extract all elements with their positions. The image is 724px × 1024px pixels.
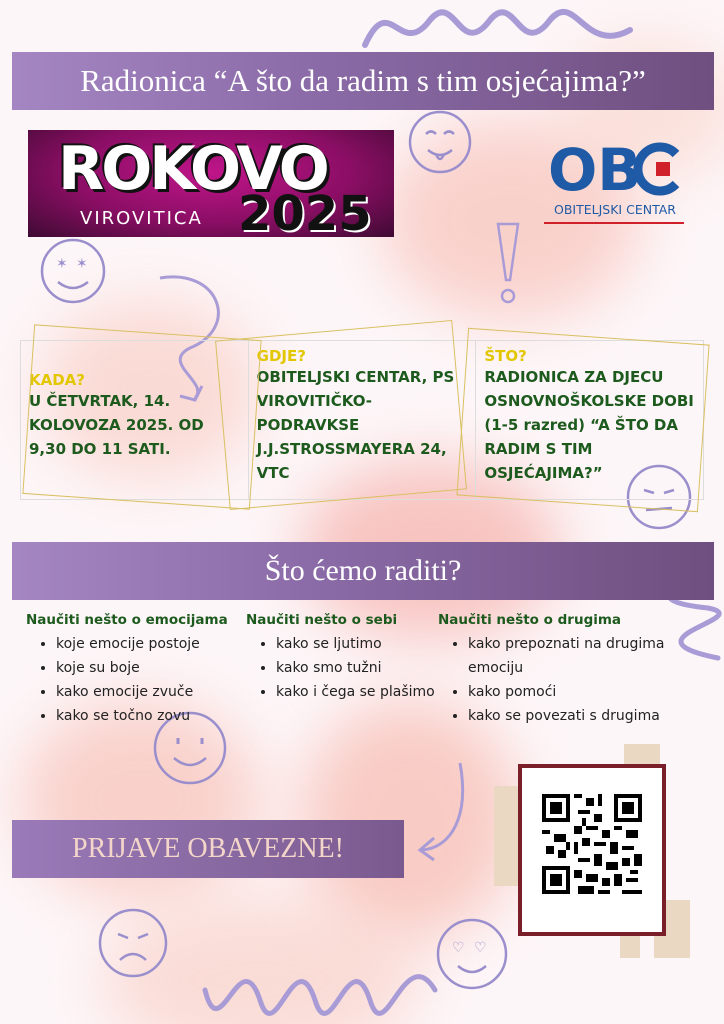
- column-heading: Naučiti nešto o sebi: [246, 612, 398, 628]
- column-emotions: [26, 612, 246, 728]
- obc-logo-mark: [548, 138, 682, 198]
- section-banner: [12, 542, 714, 600]
- column-heading: Naučiti nešto o emocijama: [26, 612, 228, 628]
- svg-text:✶: ✶: [76, 256, 88, 272]
- register-label: PRIJAVE OBAVEZNE!: [72, 833, 344, 864]
- obc-logo-name: OBITELJSKI CENTAR: [554, 202, 676, 217]
- heart-eyes-smiley-icon: [434, 916, 510, 992]
- column-list: [26, 632, 246, 728]
- svg-text:OB: OB: [548, 138, 642, 198]
- list-item: • kako i čega se plašimo: [276, 680, 438, 704]
- list-item: • kako emocije zvuče: [56, 680, 246, 704]
- title-banner: [12, 52, 714, 110]
- info-when-text: U ČETVRTAK, 14. KOLOVOZA 2025. OD 9,30 DO 11 SATI.: [29, 392, 204, 458]
- column-self: [246, 612, 438, 728]
- list-item: • kako pomoći: [468, 680, 688, 704]
- list-item: • kako se ljutimo: [276, 632, 438, 656]
- list-item: • kako se točno zovu: [56, 704, 246, 728]
- sad-smiley-icon: [96, 906, 170, 980]
- info-what-label: ŠTO?: [484, 347, 527, 365]
- list-item: • koje emocije postoje: [56, 632, 246, 656]
- column-others: [438, 612, 688, 728]
- list-item: • kako se povezati s drugima: [468, 704, 688, 728]
- section-title: Što ćemo raditi?: [264, 554, 462, 587]
- svg-text:♡: ♡: [474, 940, 487, 956]
- obc-logo: [540, 138, 690, 228]
- exclamation-doodle: [488, 218, 528, 308]
- info-when-label: KADA?: [29, 371, 85, 389]
- qr-code-card[interactable]: [518, 764, 666, 936]
- rokovo-logo-city: VIROVITICA: [80, 208, 203, 229]
- register-banner: [12, 820, 404, 878]
- list-item: • koje su boje: [56, 656, 246, 680]
- info-where-text: OBITELJSKI CENTAR, PS VIROVITIČKO-PODRAVKSE J.J.STROSSMAYERA 24, VTC: [256, 368, 455, 482]
- info-where-label: GDJE?: [256, 347, 306, 365]
- svg-text:✶: ✶: [56, 256, 68, 272]
- info-what-text: RADIONICA ZA DJECU OSNOVNOŠKOLSKE DOBI (1-5 razred) “A ŠTO DA RADIM S TIM OSJEĆAJIMA?”: [484, 368, 694, 482]
- obc-logo-underline: [544, 222, 684, 224]
- arrow-down-left-doodle: [410, 758, 480, 868]
- svg-text:♡: ♡: [452, 940, 465, 956]
- list-item: • kako prepoznati na drugima emociju: [468, 632, 688, 680]
- qr-code[interactable]: [542, 794, 642, 894]
- gold-frame-right: [456, 328, 709, 512]
- rokovo-logo: [28, 130, 394, 237]
- tongue-smiley-icon: [406, 108, 474, 176]
- squiggle-bottom-doodle: [200, 950, 440, 1024]
- list-item: • kako smo tužni: [276, 656, 438, 680]
- column-list: [246, 632, 438, 704]
- column-heading: Naučiti nešto o drugima: [438, 612, 622, 628]
- column-list: [438, 632, 688, 728]
- rokovo-logo-year: 2025: [238, 186, 372, 237]
- star-eyes-smiley-icon: [38, 236, 108, 306]
- activity-columns: [26, 612, 706, 728]
- rokovo-logo-text: ROKOVO: [58, 134, 327, 204]
- page-title: Radionica “A što da radim s tim osjećajima?”: [80, 63, 646, 98]
- gold-frame-middle: [215, 320, 467, 510]
